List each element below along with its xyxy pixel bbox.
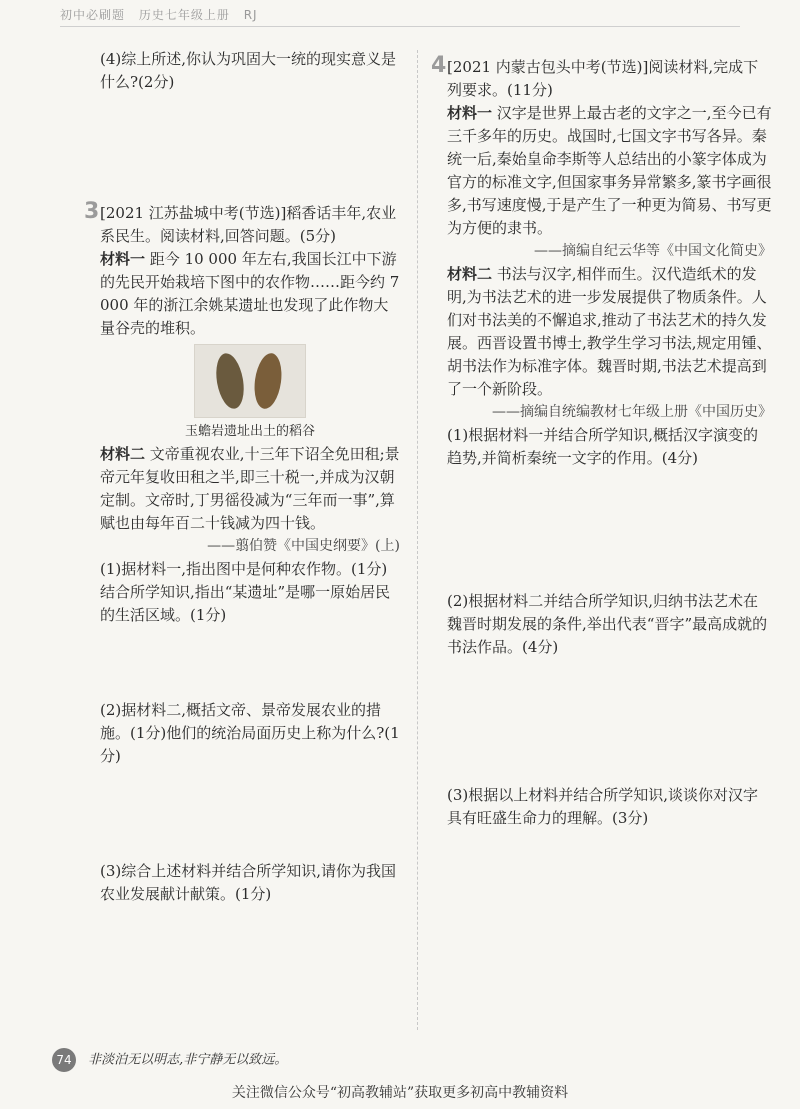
question-number: 3 — [84, 199, 100, 224]
left-column — [84, 48, 400, 906]
rice-grain — [251, 351, 285, 410]
answer-space — [100, 768, 400, 860]
sub-question-2: (2)据材料二,概括文帝、景帝发展农业的措施。(1分)他们的统治局面历史上称为什么?(1分) — [100, 701, 400, 765]
answer-space — [100, 627, 400, 699]
rice-grain — [212, 351, 247, 411]
rice-grain-photo — [194, 344, 306, 418]
material-label: 材料二 — [447, 265, 493, 283]
material-two — [447, 263, 772, 401]
page-header — [60, 6, 740, 36]
sub-question-1: (1)根据材料一并结合所学知识,概括汉字演变的趋势,并简析秦统一文字的作用。(4分) — [447, 426, 759, 467]
material-one — [447, 102, 772, 240]
material-text: 文帝重视农业,十三年下诏全免田租;景帝元年复收田租之半,即三十税一,并成为汉朝定制。文帝时,丁男徭役减为“三年而一事”,算赋也由每年百二十钱减为四十钱。 — [100, 445, 400, 532]
material-source: ——翦伯赞《中国史纲要》(上) — [207, 538, 400, 554]
sub-question-3: (3)根据以上材料并结合所学知识,谈谈你对汉字具有旺盛生命力的理解。(3分) — [447, 786, 759, 827]
question-intro: [2021 内蒙古包头中考(节选)]阅读材料,完成下列要求。(11分) — [447, 58, 759, 99]
question-3 — [84, 199, 400, 906]
material-label: 材料二 — [100, 445, 146, 463]
series-name: 初中必刷题 — [60, 8, 126, 22]
material-source: ——摘编自纪云华等《中国文化简史》 — [534, 243, 772, 259]
footer-motto: 非淡泊无以明志,非宁静无以致远。 — [88, 1052, 288, 1068]
edition-tag: RJ — [243, 8, 258, 22]
column-divider — [417, 50, 418, 1030]
answer-space — [447, 470, 772, 590]
page-number: 74 — [52, 1048, 76, 1072]
material-text: 汉字是世界上最古老的文字之一,至今已有三千多年的历史。战国时,七国文字书写各异。秦统一后,秦始皇命李斯等人总结出的小篆字体成为官方的标准文字,但国家事务异常繁多,篆书字画很多,书写速度慢,于是产生了一种更为简易、书写更为方便的隶书。 — [447, 104, 772, 237]
promo-note: 关注微信公众号“初高教辅站”获取更多初高中教辅资料 — [231, 1085, 569, 1101]
sub-question-1: (1)据材料一,指出图中是何种农作物。(1分)结合所学知识,指出“某遗址”是哪一原始居民的生活区域。(1分) — [100, 560, 391, 624]
material-label: 材料一 — [447, 104, 493, 122]
sub-question-2: (2)根据材料二并结合所学知识,归纳书法艺术在魏晋时期发展的条件,举出代表“晋字”最高成就的书法作品。(4分) — [447, 592, 768, 656]
sub-question-3: (3)综合上述材料并结合所学知识,请你为我国农业发展献计献策。(1分) — [100, 862, 397, 903]
subject-name: 历史七年级上册 — [138, 8, 230, 22]
answer-space — [447, 659, 772, 784]
photo-caption: 玉蟾岩遗址出土的稻谷 — [184, 424, 315, 439]
material-two — [100, 443, 400, 535]
right-column — [431, 53, 772, 830]
material-text: 书法与汉字,相伴而生。汉代造纸术的发明,为书法艺术的进一步发展提供了物质条件。人们对书法美的不懈追求,推动了书法艺术的持久发展。西晋设置书博士,教学生学习书法,规定用锺、胡书法作为标准字体。魏晋时期,书法艺术提高到了一个新阶段。 — [447, 265, 772, 398]
material-one — [100, 248, 400, 340]
question-intro: [2021 江苏盐城中考(节选)]稻香话丰年,农业系民生。阅读材料,回答问题。(5分) — [100, 204, 397, 245]
material-source: ——摘编自统编教材七年级上册《中国历史》 — [492, 404, 772, 420]
question-number: 4 — [431, 53, 447, 78]
page-footer — [52, 1048, 752, 1072]
question-4 — [431, 53, 772, 830]
answer-space — [100, 94, 400, 202]
material-label: 材料一 — [100, 250, 146, 268]
header-rule — [60, 26, 740, 27]
question-2-4: (4)综上所述,你认为巩固大一统的现实意义是什么?(2分) — [100, 50, 397, 91]
material-text: 距今 10 000 年左右,我国长江中下游的先民开始栽培下图中的农作物……距今约 7 000 年的浙江余姚某遗址也发现了此作物大量谷壳的堆积。 — [100, 250, 400, 337]
